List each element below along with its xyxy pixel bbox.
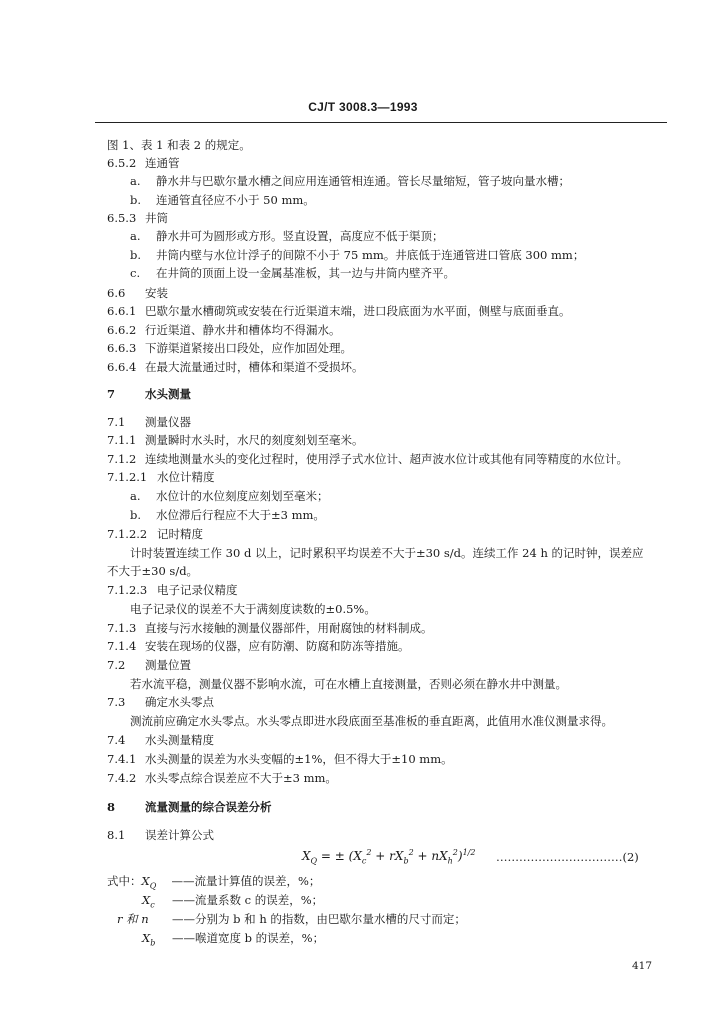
clause-number: 7.1.2.3	[107, 583, 148, 597]
definition-r-n: r 和 n ——分别为 b 和 h 的指数，由巴歇尔量水槽的尺寸而定；	[117, 912, 466, 926]
clause-text: 图 1、表 1 和表 2 的规定。	[107, 138, 251, 152]
header-rule	[95, 122, 667, 123]
text-line	[107, 563, 198, 579]
clause-number: 7.1.2	[107, 452, 137, 466]
clause-text: 测量瞬时水头时，水尺的刻度刻划至毫米。	[145, 433, 364, 447]
clause-text: 直接与污水接触的测量仪器部件，用耐腐蚀的材料制成。	[145, 621, 433, 635]
text-line	[107, 451, 628, 467]
clause-text: 水头测量的误差为水头变幅的±1%，但不得大于±10 mm。	[145, 752, 453, 766]
clause-text: 连通管	[145, 156, 180, 170]
text-line	[130, 265, 455, 281]
text-line	[107, 137, 251, 153]
clause-text: 水头测量精度	[145, 733, 214, 747]
text-line	[107, 526, 203, 542]
text-line	[107, 770, 337, 786]
text-line	[107, 620, 433, 636]
text-line	[107, 285, 168, 301]
clause-text: 测量仪器	[145, 415, 191, 429]
clause-text: 若水流平稳，测量仪器不影响水流，可在水槽上直接测量，否则必须在静水井中测量。	[130, 677, 567, 691]
text-line	[130, 228, 444, 244]
text-line	[107, 322, 341, 338]
clause-text: 不大于±30 s/d。	[107, 564, 199, 578]
clause-text: 巴歇尔量水槽砌筑或安装在行近渠道末端，进口段底面为水平面，侧壁与底面垂直。	[145, 304, 571, 318]
text-line	[107, 303, 571, 319]
clause-text: 误差计算公式	[145, 828, 214, 842]
text-line	[107, 414, 191, 430]
text-line	[107, 694, 214, 710]
clause-number: b.	[130, 248, 142, 262]
clause-text: 水位滞后行程应不大于±3 mm。	[156, 508, 325, 522]
text-line	[107, 799, 272, 815]
clause-number: 7.4.2	[107, 771, 137, 785]
text-line	[107, 638, 410, 654]
clause-number: 6.6.3	[107, 341, 137, 355]
clause-number: c.	[130, 266, 141, 280]
text-line	[130, 601, 376, 617]
text-line	[107, 751, 453, 767]
clause-text: 安装在现场的仪器，应有防潮、防腐和防冻等措施。	[145, 639, 410, 653]
definition-xc: $X_c$ ——流量系数 c 的误差，%；	[142, 893, 324, 910]
page-number: 417	[632, 960, 653, 972]
clause-text: 井筒	[145, 211, 168, 225]
clause-text: 在井筒的顶面上设一金属基准板，其一边与井筒内壁齐平。	[156, 266, 455, 280]
clause-number: 6.5.2	[107, 156, 137, 170]
clause-text: 静水井可为圆形或方形。竖直设置，高度应不低于渠顶；	[156, 229, 444, 243]
clause-number: 6.6.1	[107, 304, 137, 318]
text-line	[107, 432, 364, 448]
text-line	[130, 192, 315, 208]
clause-text: 安装	[145, 286, 168, 300]
clause-text: 行近渠道、静水井和槽体均不得漏水。	[145, 323, 341, 337]
clause-number: 8	[107, 800, 116, 814]
clause-number: 7.3	[107, 695, 126, 709]
clause-number: 6.6.2	[107, 323, 137, 337]
text-line	[107, 155, 180, 171]
clause-text: 确定水头零点	[145, 695, 214, 709]
text-line	[130, 713, 613, 729]
text-line	[107, 386, 191, 402]
clause-text: 水位计的水位刻度应刻划至毫米；	[156, 489, 329, 503]
where-label: 式中：$X_Q$ ——流量计算值的误差，%；	[107, 874, 321, 891]
formula: $X_Q$ = ± $(X_c^2 + rX_b^2 + nX_h^2)^{1/2}$	[302, 848, 476, 866]
clause-text: 流量测量的综合误差分析	[145, 800, 272, 814]
clause-number: 6.6	[107, 286, 126, 300]
text-line	[107, 657, 191, 673]
clause-number: 7.1.1	[107, 433, 137, 447]
definition-xb: $X_b$ ——喉道宽度 b 的误差，%；	[142, 931, 325, 948]
text-line	[107, 732, 214, 748]
text-line	[107, 359, 364, 375]
clause-number: 7.1	[107, 415, 126, 429]
clause-number: 7.4	[107, 733, 126, 747]
clause-number: 7.1.4	[107, 639, 137, 653]
text-line	[130, 545, 644, 561]
text-line	[107, 469, 215, 485]
clause-number: 7.1.2.2	[107, 527, 148, 541]
clause-text: 计时装置连续工作 30 d 以上，记时累积平均误差不大于±30 s/d。连续工作 24 h 的记时钟，误差应	[130, 546, 644, 560]
clause-number: 8.1	[107, 828, 126, 842]
clause-text: 测流前应确定水头零点。水头零点即进水段底面至基准板的垂直距离，此值用水准仪测量求得。	[130, 714, 613, 728]
clause-text: 连通管直径应不小于 50 mm。	[156, 193, 315, 207]
clause-number: b.	[130, 193, 142, 207]
clause-number: a.	[130, 489, 141, 503]
running-header: CJ/T 3008.3—1993	[308, 100, 418, 114]
clause-number: 6.6.4	[107, 360, 137, 374]
text-line	[130, 173, 570, 189]
clause-text: 水头测量	[145, 387, 191, 401]
clause-text: 记时精度	[157, 527, 203, 541]
clause-number: 7.2	[107, 658, 126, 672]
clause-text: 电子记录仪精度	[157, 583, 238, 597]
clause-number: 6.5.3	[107, 211, 137, 225]
text-line	[130, 676, 567, 692]
text-line	[107, 582, 238, 598]
text-line	[107, 340, 352, 356]
clause-text: 静水井与巴歇尔量水槽之间应用连通管相连通。管长尽量缩短，管子坡向量水槽；	[156, 174, 570, 188]
text-line	[107, 210, 168, 226]
clause-number: 7.4.1	[107, 752, 137, 766]
clause-number: a.	[130, 229, 141, 243]
clause-text: 井筒内壁与水位计浮子的间隙不小于 75 mm。井底低于连通管进口管底 300 mm；	[156, 248, 585, 262]
clause-text: 水位计精度	[157, 470, 215, 484]
clause-text: 下游渠道紧接出口段处，应作加固处理。	[145, 341, 352, 355]
text-line	[107, 827, 214, 843]
clause-number: 7.1.2.1	[107, 470, 148, 484]
clause-text: 测量位置	[145, 658, 191, 672]
clause-text: 电子记录仪的误差不大于满刻度读数的±0.5%。	[130, 602, 376, 616]
text-line	[130, 488, 329, 504]
clause-number: a.	[130, 174, 141, 188]
clause-text: 连续地测量水头的变化过程时，使用浮子式水位计、超声波水位计或其他有同等精度的水位计。	[145, 452, 628, 466]
clause-number: b.	[130, 508, 142, 522]
formula-number: ……………………………(2)	[496, 850, 639, 864]
text-line	[130, 247, 584, 263]
clause-number: 7.1.3	[107, 621, 137, 635]
clause-text: 在最大流量通过时，槽体和渠道不受损坏。	[145, 360, 364, 374]
clause-text: 水头零点综合误差应不大于±3 mm。	[145, 771, 337, 785]
clause-number: 7	[107, 387, 116, 401]
text-line	[130, 507, 325, 523]
